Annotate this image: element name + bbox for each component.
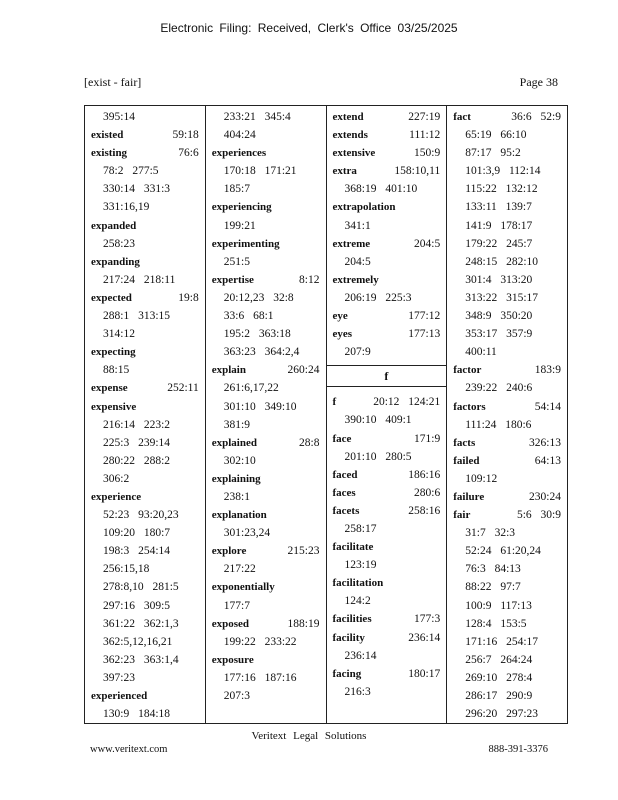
page-line-ref: 361:22 362:1,3	[103, 617, 179, 630]
index-entry	[333, 393, 447, 429]
index-entry	[333, 235, 447, 271]
index-entry	[333, 629, 447, 665]
page-line-ref: 286:17 290:9	[465, 690, 533, 702]
page-line-ref: 331:16,19	[103, 201, 150, 214]
page-line-ref: 188:19	[287, 617, 320, 630]
filing-stamp: Electronic Filing: Received, Clerk's Office 03/25/2025	[160, 21, 458, 35]
index-term: exponentially	[211, 581, 275, 594]
index-entry	[91, 488, 205, 687]
index-term: exposure	[211, 653, 254, 666]
index-term: extra	[332, 165, 357, 178]
index-entry	[212, 470, 326, 506]
page-line-ref: 52:24 61:20,24	[465, 545, 541, 558]
index-term: fair	[453, 509, 471, 522]
page-line-ref: 301:23,24	[223, 527, 271, 540]
index-entry	[212, 271, 326, 361]
page-line-ref: 130:9 184:18	[103, 708, 171, 721]
index-entry	[91, 687, 205, 723]
page-line-ref: 256:7 264:24	[465, 653, 533, 666]
page-line-ref: 76:3 84:13	[465, 563, 521, 576]
page-line-ref: 296:20 297:23	[465, 708, 539, 721]
page-line-ref: 180:17	[408, 667, 441, 680]
page-line-ref: 278:8,10 281:5	[103, 581, 179, 594]
word-index-table	[84, 105, 568, 724]
index-term: f	[332, 396, 337, 409]
index-entry	[91, 398, 205, 488]
page-line-ref: 395:14	[103, 111, 135, 123]
page-line-ref: 239:22 240:6	[465, 382, 533, 395]
index-term: facets	[332, 504, 360, 517]
page-line-ref: 390:10 409:1	[344, 414, 412, 427]
index-term: extreme	[332, 237, 371, 250]
page-line-ref: 204:5	[344, 255, 371, 268]
index-entry	[333, 466, 447, 484]
index-term: expense	[91, 382, 128, 395]
index-term: experiencing	[211, 201, 272, 214]
page-line-ref: 177:7	[223, 599, 250, 612]
index-range: [exist - fair]	[84, 75, 142, 89]
page-line-ref: 128:4 153:5	[465, 617, 527, 630]
page-line-ref: 248:15 282:10	[465, 255, 539, 268]
index-term: extend	[332, 111, 364, 123]
index-entry	[91, 217, 205, 253]
page-line-ref: 216:14 223:2	[103, 418, 171, 431]
page-line-ref: 111:12	[409, 129, 441, 142]
page-line-ref: 206:19 225:3	[344, 291, 412, 304]
index-entry	[91, 253, 205, 289]
index-entry	[91, 144, 205, 216]
page-line-ref: 236:14	[408, 631, 441, 644]
page-line-ref: 313:22 315:17	[465, 291, 539, 304]
index-column-2	[206, 106, 327, 723]
index-column-3	[327, 106, 448, 723]
index-entry	[333, 538, 447, 574]
page-line-ref: 381:9	[223, 418, 250, 431]
index-entry	[212, 144, 326, 198]
page-line-ref: 348:9 350:20	[465, 310, 533, 323]
page-line-ref: 400:11	[465, 346, 497, 359]
index-term: expensive	[91, 400, 137, 413]
page-line-ref: 186:16	[408, 468, 441, 481]
index-term: extends	[332, 129, 368, 142]
index-entry	[212, 651, 326, 705]
page-line-ref: 261:6,17,22	[223, 382, 279, 395]
page-line-ref: 280:6	[414, 486, 441, 499]
page-line-ref: 109:12	[465, 472, 498, 485]
index-entry	[453, 361, 567, 397]
page-line-ref: 204:5	[414, 237, 441, 250]
index-term: expanding	[91, 255, 140, 268]
index-entry	[91, 126, 205, 144]
page-line-ref: 225:3 239:14	[103, 436, 171, 449]
index-term: eye	[332, 310, 348, 323]
index-entry	[212, 615, 326, 651]
page-line-ref: 179:22 245:7	[465, 237, 533, 250]
index-term: expected	[91, 291, 132, 304]
index-entry	[453, 108, 567, 361]
page-line-ref: 269:10 278:4	[465, 671, 533, 684]
page-line-ref: 280:22 288:2	[103, 454, 171, 467]
index-entry	[91, 343, 205, 379]
page-line-ref: 260:24	[287, 364, 320, 377]
index-term: expanded	[91, 219, 137, 232]
page-line-ref: 251:5	[223, 255, 250, 268]
page-line-ref: 330:14 331:3	[103, 183, 171, 196]
index-entry	[212, 198, 326, 234]
page-line-ref: 363:23 364:2,4	[223, 346, 300, 359]
page-line-ref: 215:23	[287, 545, 320, 558]
index-term: expertise	[211, 273, 254, 286]
page-line-ref: 207:9	[344, 346, 371, 359]
index-column-1	[85, 106, 206, 723]
index-term: facilities	[332, 613, 372, 626]
index-entry	[91, 289, 205, 343]
index-term: experience	[91, 490, 142, 503]
section-letter: f	[327, 365, 447, 387]
index-term: facilitate	[332, 541, 374, 554]
index-entry	[333, 162, 447, 198]
page-line-ref: 36:6 52:9	[511, 111, 561, 123]
page-line-ref: 288:1 313:15	[103, 310, 171, 323]
index-entry	[212, 235, 326, 271]
index-entry	[333, 430, 447, 466]
index-term: factors	[453, 400, 486, 413]
page-line-ref: 227:19	[408, 111, 441, 123]
page-line-ref: 5:6 30:9	[516, 509, 561, 522]
page-line-ref: 326:13	[529, 436, 561, 449]
index-term: extremely	[332, 273, 379, 286]
page-line-ref: 8:12	[299, 273, 320, 286]
page-line-ref: 115:22 132:12	[465, 183, 538, 196]
page-line-ref: 31:7 32:3	[465, 527, 516, 540]
footer-company: Veritext Legal Solutions	[251, 730, 367, 742]
page-line-ref: 198:3 254:14	[103, 545, 171, 558]
page-line-ref: 314:12	[103, 328, 135, 341]
page-line-ref: 216:3	[344, 685, 371, 698]
page-line-ref: 141:9 178:17	[465, 219, 533, 232]
index-term: explore	[211, 545, 247, 558]
page-line-ref: 301:4 313:20	[465, 273, 533, 286]
index-term: experiences	[211, 147, 267, 160]
index-term: existed	[91, 129, 124, 142]
page-line-ref: 109:20 180:7	[103, 527, 171, 540]
index-term: factor	[453, 364, 482, 377]
page-line-ref: 123:19	[344, 559, 377, 572]
page-line-ref: 54:14	[534, 400, 561, 413]
page-line-ref: 195:2 363:18	[223, 328, 291, 341]
index-term: face	[332, 432, 352, 445]
page-line-ref: 306:2	[103, 472, 130, 485]
index-entry	[212, 506, 326, 542]
page-line-ref: 28:8	[299, 436, 320, 449]
page-line-ref: 171:16 254:17	[465, 635, 539, 648]
index-term: experienced	[91, 690, 148, 702]
index-term: extrapolation	[332, 201, 396, 214]
index-term: extensive	[332, 147, 376, 160]
index-entry	[333, 574, 447, 610]
page-line-ref: 20:12 124:21	[373, 396, 441, 409]
page-line-ref: 65:19 66:10	[465, 129, 527, 142]
page-line-ref: 353:17 357:9	[465, 328, 533, 341]
page-line-ref: 238:1	[223, 490, 250, 503]
index-entry	[333, 610, 447, 628]
page-line-ref: 233:21 345:4	[223, 111, 291, 123]
page-line-ref: 199:21	[223, 219, 256, 232]
index-term: failed	[453, 454, 480, 467]
page-line-ref: 256:15,18	[103, 563, 150, 576]
page-line-ref: 158:10,11	[394, 165, 441, 178]
page-line-ref: 368:19 401:10	[344, 183, 418, 196]
page-line-ref: 258:17	[344, 522, 377, 535]
page-line-ref: 101:3,9 112:14	[465, 165, 541, 178]
page-line-ref: 19:8	[178, 291, 199, 304]
index-entry	[212, 108, 326, 144]
index-entry	[212, 361, 326, 433]
page-line-ref: 20:12,23 32:8	[223, 291, 294, 304]
index-entry	[453, 452, 567, 488]
index-entry	[333, 484, 447, 502]
page-line-ref: 183:9	[534, 364, 561, 377]
index-entry	[333, 144, 447, 162]
page-line-ref: 217:24 218:11	[103, 273, 176, 286]
page-line-ref: 258:16	[408, 504, 441, 517]
page-line-ref: 252:11	[167, 382, 199, 395]
index-entry	[212, 578, 326, 614]
page-line-ref: 87:17 95:2	[465, 147, 521, 160]
page-line-ref: 133:11 139:7	[465, 201, 532, 214]
index-term: faces	[332, 486, 356, 499]
index-term: faced	[332, 468, 358, 481]
index-entry	[333, 126, 447, 144]
page-line-ref: 33:6 68:1	[223, 310, 274, 323]
footer-phone: 888-391-3376	[488, 744, 548, 755]
page-line-ref: 177:12	[408, 310, 441, 323]
page-line-ref: 171:9	[414, 432, 441, 445]
page-line-ref: 302:10	[223, 454, 256, 467]
page-line-ref: 88:22 97:7	[465, 581, 521, 594]
index-entry	[212, 434, 326, 470]
index-entry	[333, 198, 447, 234]
page-line-ref: 78:2 277:5	[103, 165, 159, 178]
page-line-ref: 150:9	[414, 147, 441, 160]
page-line-ref: 100:9 117:13	[465, 599, 532, 612]
index-entry	[333, 108, 447, 126]
page-line-ref: 76:6	[178, 147, 199, 160]
page-line-ref: 297:16 309:5	[103, 599, 171, 612]
footer-website: www.veritext.com	[90, 744, 168, 755]
index-entry	[333, 665, 447, 701]
page-line-ref: 199:22 233:22	[223, 635, 297, 648]
page-line-ref: 362:5,12,16,21	[103, 635, 173, 648]
index-entry	[333, 502, 447, 538]
page-line-ref: 59:18	[172, 129, 199, 142]
page-line-ref: 88:15	[103, 364, 130, 377]
page-line-ref: 397:23	[103, 671, 135, 684]
index-entry	[212, 542, 326, 578]
index-entry	[453, 506, 567, 723]
page-line-ref: 64:13	[534, 454, 561, 467]
page-line-ref: 177:3	[414, 613, 441, 626]
page-line-ref: 177:13	[408, 328, 441, 341]
index-term: eyes	[332, 328, 353, 341]
index-term: existing	[91, 147, 128, 160]
index-entry	[91, 108, 205, 126]
index-term: facility	[332, 631, 365, 644]
page-line-ref: 341:1	[344, 219, 371, 232]
page-line-ref: 124:2	[344, 595, 371, 608]
page-line-ref: 111:24 180:6	[465, 418, 532, 431]
page-line-ref: 52:23 93:20,23	[103, 509, 179, 522]
index-entry	[453, 434, 567, 452]
index-entry	[91, 379, 205, 397]
page-line-ref: 236:14	[344, 649, 377, 662]
index-term: explanation	[211, 509, 267, 522]
index-term: fact	[453, 111, 471, 123]
index-term: expecting	[91, 346, 136, 359]
page-number: Page 38	[519, 75, 558, 89]
page-line-ref: 362:23 363:1,4	[103, 653, 179, 666]
page-line-ref: 177:16 187:16	[223, 671, 297, 684]
index-term: experimenting	[211, 237, 280, 250]
page-line-ref: 301:10 349:10	[223, 400, 297, 413]
index-entry	[333, 325, 447, 361]
page-line-ref: 185:7	[223, 183, 250, 196]
page-line-ref: 201:10 280:5	[344, 450, 412, 463]
index-term: explaining	[211, 472, 261, 485]
index-term: failure	[453, 490, 485, 503]
index-term: facing	[332, 667, 362, 680]
index-entry	[333, 307, 447, 325]
page-line-ref: 207:3	[223, 690, 250, 702]
index-term: explain	[211, 364, 246, 377]
page-line-ref: 258:23	[103, 237, 135, 250]
page-line-ref: 217:22	[223, 563, 256, 576]
page-line-ref: 170:18 171:21	[223, 165, 297, 178]
index-term: facilitation	[332, 577, 384, 590]
index-entry	[333, 271, 447, 307]
page-line-ref: 230:24	[529, 490, 561, 503]
index-term: facts	[453, 436, 476, 449]
index-entry	[453, 398, 567, 434]
page-line-ref: 404:24	[223, 129, 256, 142]
index-term: exposed	[211, 617, 250, 630]
index-term: explained	[211, 436, 257, 449]
index-entry	[453, 488, 567, 506]
index-column-4	[447, 106, 567, 723]
